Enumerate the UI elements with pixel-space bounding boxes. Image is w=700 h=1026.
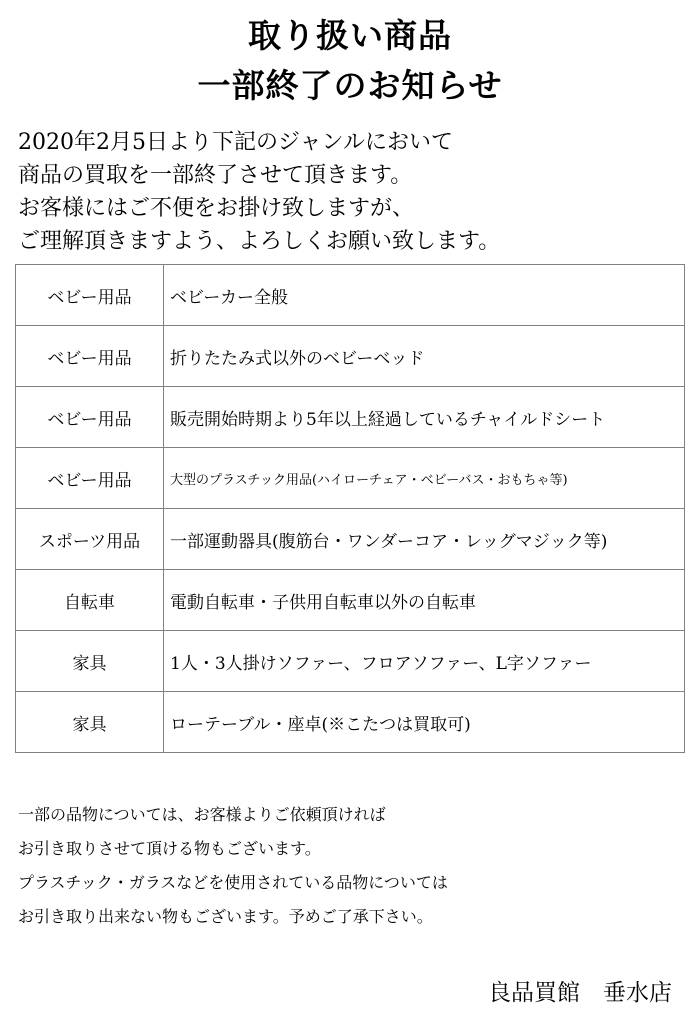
category-cell: 家具: [16, 631, 164, 692]
table-row: [16, 326, 685, 387]
intro-line: お客様にはご不便をお掛け致しますが、: [18, 196, 415, 221]
item-cell: 販売開始時期より5年以上経過しているチャイルドシート: [164, 387, 685, 448]
note-line: 一部の品物については、お客様よりご依頼頂ければ: [18, 805, 386, 824]
item-cell: 一部運動器具(腹筋台・ワンダーコア・レッグマジック等): [164, 509, 685, 570]
page-title-line-1: 取り扱い商品: [248, 16, 452, 55]
items-table: [15, 264, 685, 753]
intro-line: 2020年2月5日より下記のジャンルにおいて: [18, 130, 453, 155]
item-cell: ローテーブル・座卓(※こたつは買取可): [164, 692, 685, 753]
category-cell: ベビー用品: [16, 326, 164, 387]
table-row: [16, 387, 685, 448]
note-line: お引き取りさせて頂ける物もございます。: [18, 839, 321, 858]
table-row: [16, 631, 685, 692]
item-cell: 1人・3人掛けソファー、フロアソファー、L字ソファー: [164, 631, 685, 692]
note-paragraph: [18, 798, 688, 934]
table-row: [16, 570, 685, 631]
intro-line: 商品の買取を一部終了させて頂きます。: [18, 163, 413, 188]
table-row: [16, 448, 685, 509]
item-cell: 電動自転車・子供用自転車以外の自転車: [164, 570, 685, 631]
store-name: 良品買館 垂水店: [488, 980, 672, 1006]
page-title-line-2: 一部終了のお知らせ: [197, 66, 503, 105]
table-row: [16, 265, 685, 326]
note-line: お引き取り出来ない物もございます。予めご了承下さい。: [18, 907, 433, 926]
item-cell: 折りたたみ式以外のベビーベッド: [164, 326, 685, 387]
category-cell: スポーツ用品: [16, 509, 164, 570]
category-cell: 家具: [16, 692, 164, 753]
category-cell: 自転車: [16, 570, 164, 631]
table-row: [16, 692, 685, 753]
item-cell: ベビーカー全般: [164, 265, 685, 326]
table-row: [16, 509, 685, 570]
category-cell: ベビー用品: [16, 448, 164, 509]
category-cell: ベビー用品: [16, 265, 164, 326]
item-cell: 大型のプラスチック用品(ハイローチェア・ベビーバス・おもちゃ等): [164, 448, 685, 509]
intro-line: ご理解頂きますよう、よろしくお願い致します。: [18, 229, 501, 254]
category-cell: ベビー用品: [16, 387, 164, 448]
note-line: プラスチック・ガラスなどを使用されている品物については: [18, 873, 448, 892]
intro-paragraph: [18, 126, 688, 258]
